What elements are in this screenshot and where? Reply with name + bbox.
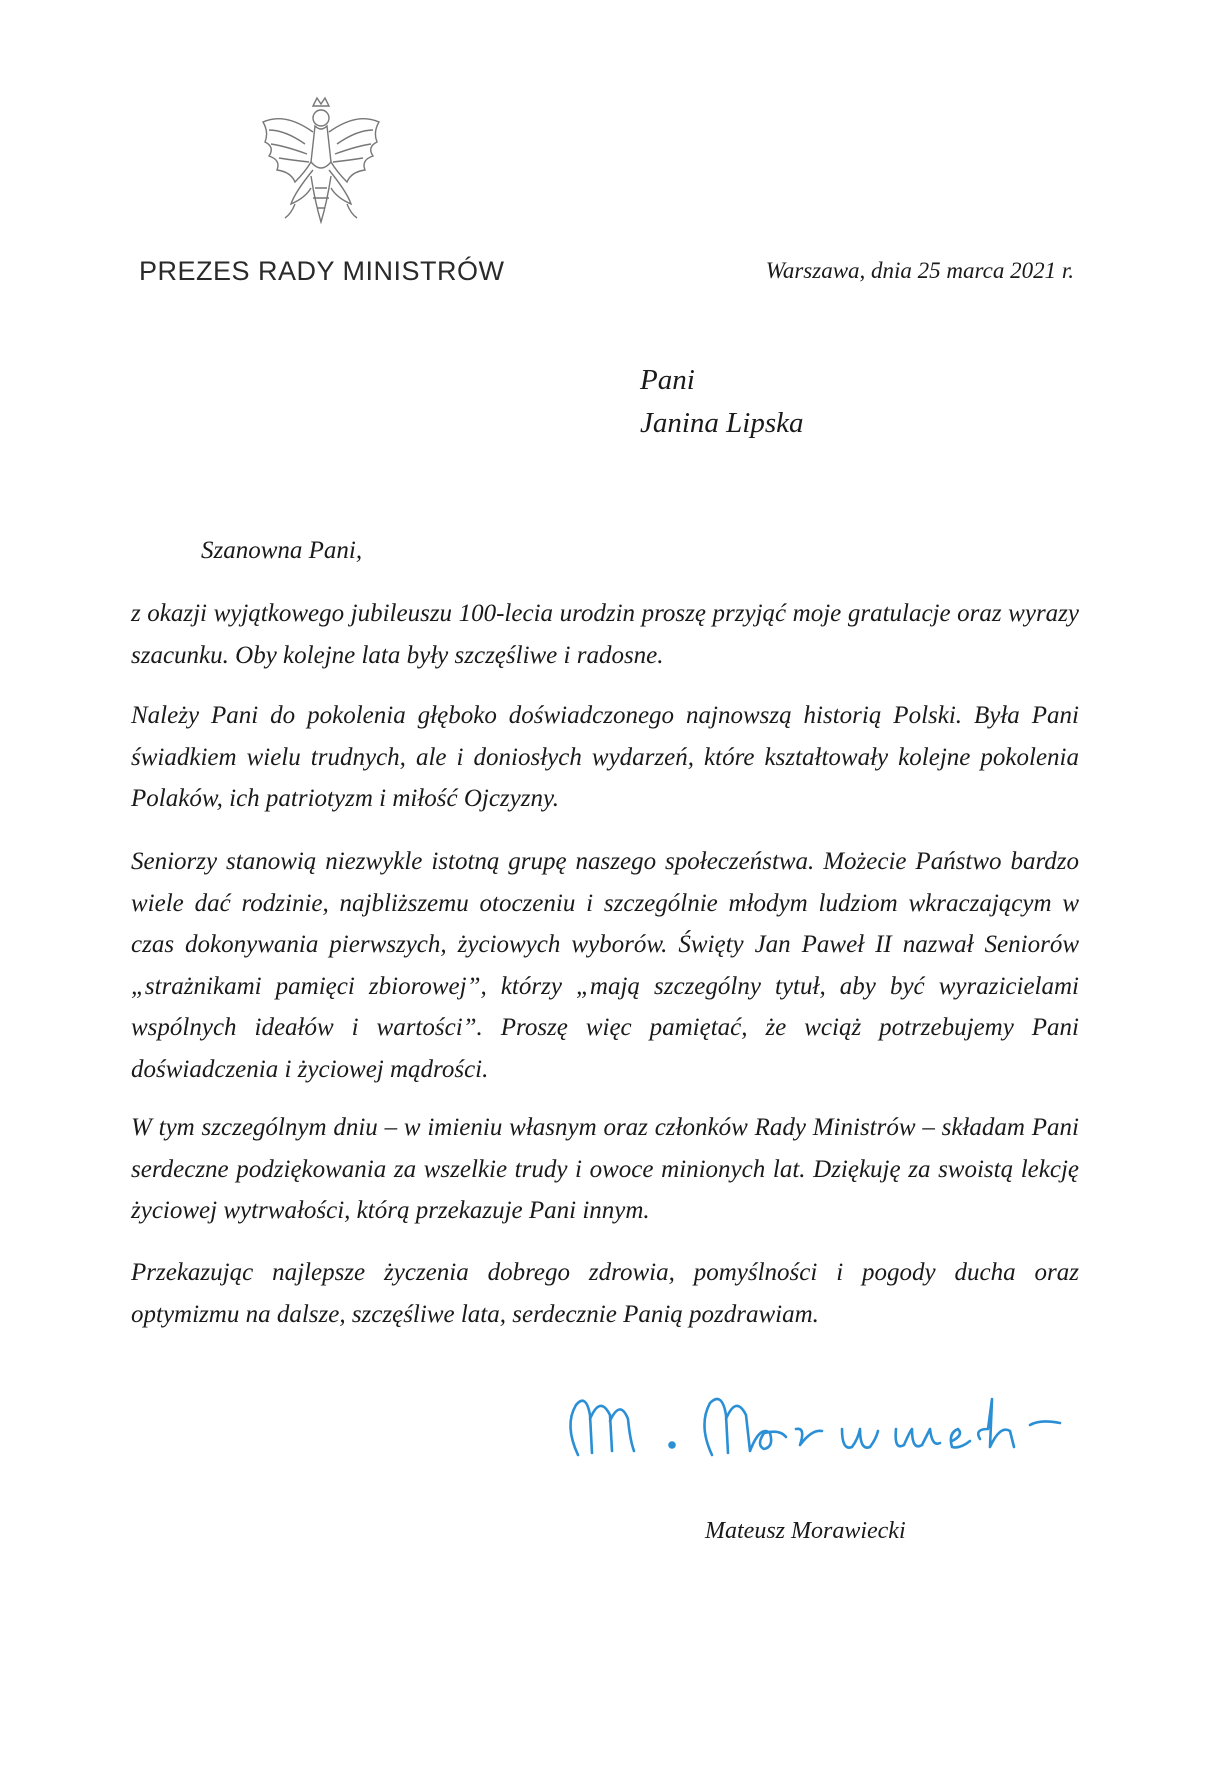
recipient-title: Pani [640, 364, 695, 396]
salutation: Szanowna Pani, [201, 537, 363, 564]
paragraph: Należy Pani do pokolenia głęboko doświadczonego najnowszą historią Polski. Była Pani świadkiem wielu trudnych, ale i doniosłych wydarzeń, które kształtowały kolejne pokolenia Polaków, ich patriotyzm i miłość Ojczyzny. [131, 702, 1079, 812]
eagle-emblem-icon [255, 92, 387, 234]
paragraph: Seniorzy stanowią niezwykle istotną grupę naszego społeczeństwa. Możecie Państwo bardzo wiele dać rodzinie, najbliższemu otoczeniu i szczególnie młodym ludziom wkraczającym w czas dokonywania pierwszych, życiowych wyborów. Święty Jan Paweł II nazwał Seniorów „strażnikami pamięci zbiorowej”, którzy „mają szczególny tytuł, aby być wyrazicielami wspólnych ideałów i wartości”. Proszę więc pamiętać, że wciąż potrzebujemy Pani doświadczenia i życiowej mądrości. [131, 848, 1079, 1083]
paragraph: z okazji wyjątkowego jubileuszu 100-lecia urodzin proszę przyjąć moje gratulacje oraz wyrazy szacunku. Oby kolejne lata były szczęśliwe i radosne. [131, 600, 1079, 669]
handwritten-signature [560, 1385, 1100, 1470]
recipient-name: Janina Lipska [640, 407, 804, 439]
office-heading: PREZES RADY MINISTRÓW [139, 256, 505, 286]
paragraph: W tym szczególnym dniu – w imieniu własnym oraz członków Rady Ministrów – składam Pani serdeczne podziękowania za wszelkie trudy i owoce minionych lat. Dziękuję za swoistą lekcję życiowej wytrwałości, którą przekazuje Pani innym. [131, 1114, 1079, 1224]
paragraph: Przekazując najlepsze życzenia dobrego zdrowia, pomyślności i pogody ducha oraz optymizmu na dalsze, szczęśliwe lata, serdecznie Panią pozdrawiam. [131, 1259, 1079, 1328]
signer-name: Mateusz Morawiecki [705, 1518, 906, 1544]
letter-date: Warszawa, dnia 25 marca 2021 r. [765, 258, 1074, 283]
